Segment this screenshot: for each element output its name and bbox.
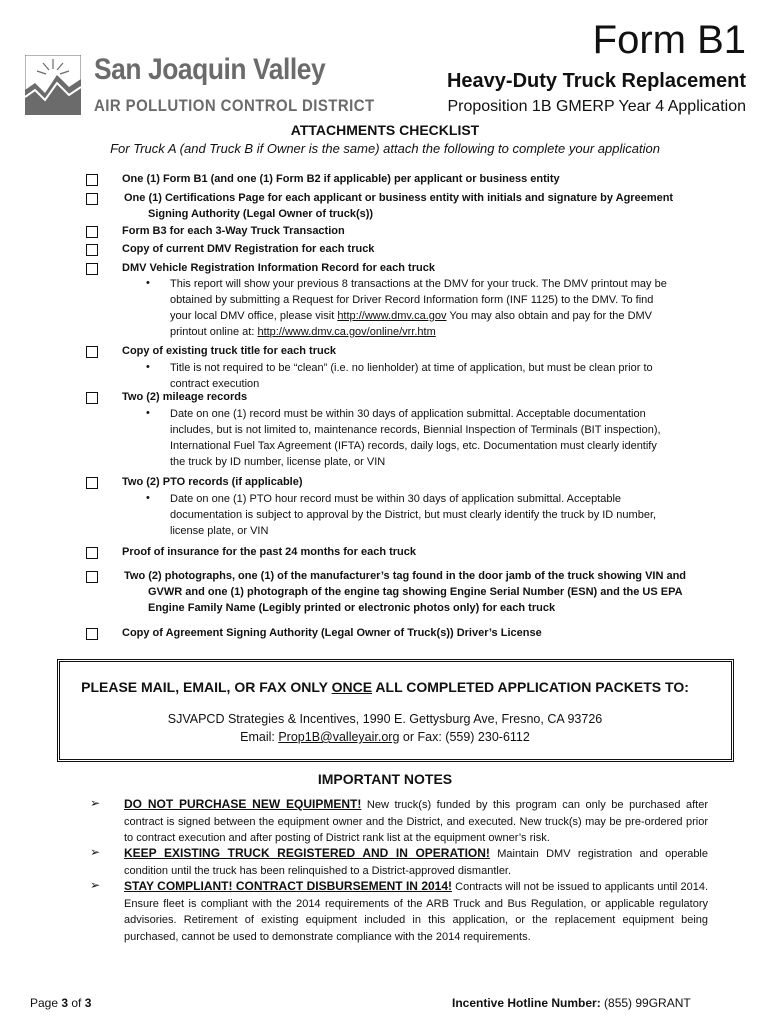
checklist-item: One (1) Form B1 (and one (1) Form B2 if applicable) per applicant or business entity bbox=[122, 173, 560, 185]
checkbox-truck-title[interactable] bbox=[86, 346, 98, 358]
checklist-item: Copy of current DMV Registration for each truck bbox=[122, 243, 375, 255]
pto-bullet-text: Date on one (1) PTO hour record must be within 30 days of application submittal. Acceptable documentation is subject to approval by the District, but must clearly identify the truck by ID number, license plate, or VIN bbox=[170, 493, 657, 537]
title-bullet-text: Title is not required to be “clean” (i.e. no lienholder) at time of application, but must be clean prior to contract execution bbox=[170, 362, 653, 390]
checklist-item-cont: Signing Authority (Legal Owner of truck(s)) bbox=[148, 208, 374, 220]
checklist-item: Copy of Agreement Signing Authority (Legal Owner of Truck(s)) Driver’s License bbox=[122, 627, 542, 639]
checkbox-mileage[interactable] bbox=[86, 392, 98, 404]
mail-contact: Email: Prop1B@valleyair.org or Fax: (559) 230-6112 bbox=[240, 730, 530, 744]
checklist-item: Two (2) mileage records bbox=[122, 391, 248, 403]
note-no-purchase: DO NOT PURCHASE NEW EQUIPMENT! New truck(s) funded by this program can only be purchased after contract is signed between the equipment owner and the District, and executed. New truck(s) may be pre-ordered prior to contract execution and after posting of District rank list at the equipment owner’s risk. bbox=[124, 797, 708, 844]
notes-title: IMPORTANT NOTES bbox=[317, 771, 453, 787]
checkbox-insurance[interactable] bbox=[86, 547, 98, 559]
checklist-item-cont: GVWR and one (1) photograph of the engine tag showing Engine Serial Number (ESN) and the US EPA bbox=[148, 586, 683, 598]
checkbox-certifications[interactable] bbox=[86, 193, 98, 205]
checkbox-form-b1[interactable] bbox=[86, 174, 98, 186]
district-logo bbox=[25, 55, 81, 115]
checkbox-pto[interactable] bbox=[86, 477, 98, 489]
bullet: • bbox=[146, 492, 150, 504]
org-subname: AIR POLLUTION CONTROL DISTRICT bbox=[94, 96, 375, 115]
checkbox-photographs[interactable] bbox=[86, 571, 98, 583]
dmv-vrr-link[interactable]: http://www.dmv.ca.gov/online/vrr.htm bbox=[257, 326, 436, 338]
note-stay-compliant: STAY COMPLIANT! CONTRACT DISBURSEMENT IN 2014! Contracts will not be issued to applicants until 2014. Ensure fleet is compliant with the 2014 requirements of the ARB Truck and Bus Regulation, or applicable regulatory advisories. Retirement of existing equipment included in this application, or the replacement equipment being purchased, cannot be used to demonstrate compliance with the 2014 requirements. bbox=[124, 879, 709, 943]
mileage-bullet-text: Date on one (1) record must be within 30 days of application submittal. Acceptable documentation includes, but is not limited to, maintenance records, Biennial Inspection of Terminals (BIT inspection), International Fuel Tax Agreement (IFTA) records, daily logs, etc. Documentation must clearly identify the truck by ID number, license plate, or VIN bbox=[170, 408, 661, 468]
checkbox-dmv-registration[interactable] bbox=[86, 244, 98, 256]
dmv-link[interactable]: http://www.dmv.ca.gov bbox=[337, 310, 447, 322]
arrow-icon: ➢ bbox=[90, 796, 101, 810]
mail-heading: PLEASE MAIL, EMAIL, OR FAX ONLY ONCE ALL COMPLETED APPLICATION PACKETS TO: bbox=[81, 679, 689, 695]
checklist-item: Form B3 for each 3-Way Truck Transaction bbox=[122, 225, 345, 237]
checklist-item: DMV Vehicle Registration Information Record for each truck bbox=[122, 262, 435, 274]
note-keep-registered: KEEP EXISTING TRUCK REGISTERED AND IN OPERATION! Maintain DMV registration and operable condition until the truck has been relinquished to a District-approved dismantler. bbox=[124, 846, 708, 877]
mail-address: SJVAPCD Strategies & Incentives, 1990 E. Gettysburg Ave, Fresno, CA 93726 bbox=[167, 712, 603, 726]
mail-instructions-box bbox=[57, 659, 734, 762]
page-number: Page 3 of 3 bbox=[30, 996, 92, 1010]
hotline: Incentive Hotline Number: (855) 99GRANT bbox=[452, 996, 691, 1010]
arrow-icon: ➢ bbox=[90, 845, 101, 859]
bullet: • bbox=[146, 361, 150, 373]
checklist-title: ATTACHMENTS CHECKLIST bbox=[290, 122, 480, 138]
org-name: San Joaquin Valley bbox=[94, 53, 326, 86]
checklist-item: Copy of existing truck title for each truck bbox=[122, 345, 336, 357]
checklist-item: One (1) Certifications Page for each applicant or business entity with initials and signature by Agreement bbox=[124, 192, 674, 204]
dmv-bullet-text: This report will show your previous 8 transactions at the DMV for your truck. The DMV printout may be obtained by submitting a Request for Driver Record Information form (INF 1125) to the DMV. To find your local DMV office, please visit http://www.dmv.ca.gov You may also obtain and pay for the DMV printout online at: http://www.dmv.ca.gov/online/vrr.htm bbox=[170, 278, 667, 338]
checklist-item: Proof of insurance for the past 24 months for each truck bbox=[122, 546, 416, 558]
checkbox-license[interactable] bbox=[86, 628, 98, 640]
email-link[interactable]: Prop1B@valleyair.org bbox=[278, 730, 400, 744]
form-subtitle: Heavy-Duty Truck Replacement bbox=[446, 70, 746, 92]
checklist-intro: For Truck A (and Truck B if Owner is the same) attach the following to complete your application bbox=[110, 141, 660, 156]
checkbox-dmv-record[interactable] bbox=[86, 263, 98, 275]
form-program: Proposition 1B GMERP Year 4 Application bbox=[447, 98, 746, 115]
checklist-item-cont: Engine Family Name (Legibly printed or electronic photos only) for each truck bbox=[148, 602, 556, 614]
checklist-item: Two (2) PTO records (if applicable) bbox=[122, 476, 303, 488]
checklist-item: Two (2) photographs, one (1) of the manufacturer’s tag found in the door jamb of the truck showing VIN and bbox=[124, 570, 687, 582]
bullet: • bbox=[146, 277, 150, 289]
arrow-icon: ➢ bbox=[90, 878, 101, 892]
checkbox-form-b3[interactable] bbox=[86, 226, 98, 238]
bullet: • bbox=[146, 407, 150, 419]
form-title: Form B1 bbox=[592, 18, 746, 62]
